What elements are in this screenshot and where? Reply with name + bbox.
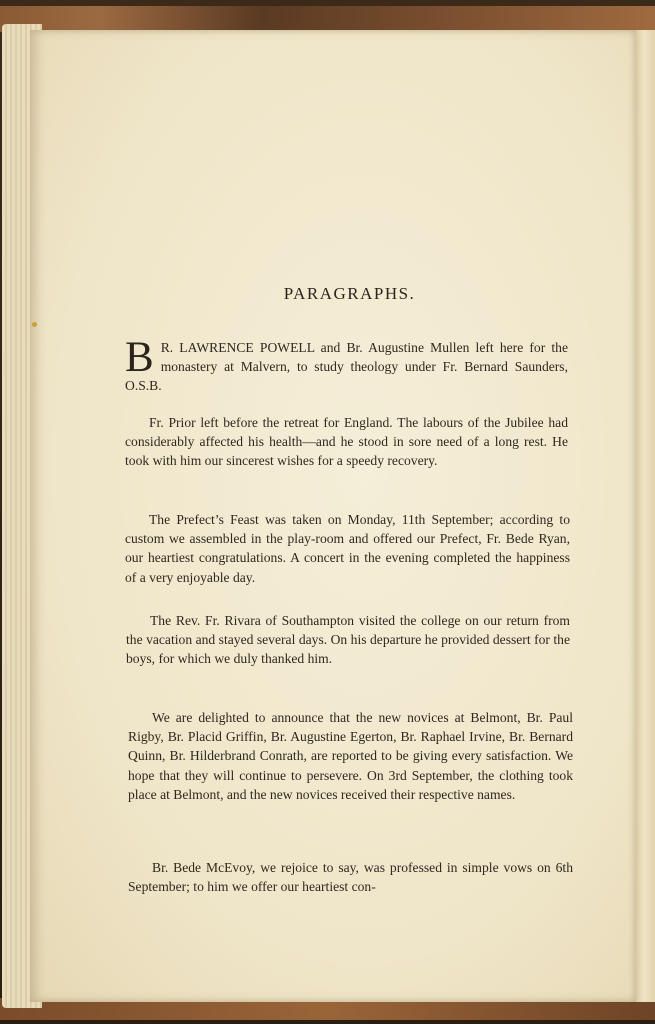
page-title: PARAGRAPHS. [283, 284, 416, 303]
paragraph-2: Fr. Prior left before the retreat for England. The labours of the Jubilee had considerably affected his health—and he stood in sore need of a long rest. He took with him our sincerest wishes for a speedy recovery. [125, 415, 568, 469]
paragraph-5: We are delighted to announce that the new novices at Belmont, Br. Paul Rigby, Br. Placid Griffin, Br. Augustine Egerton, Br. Raphael Irvine, Br. Bernard Quinn, Br. Hilderbrand Conrath, are reported to be giving every satisfaction. We hope that they will continue to persevere. On 3rd September, the clothing took place at Belmont, and the new novices received their respective names. [128, 710, 573, 802]
page-right-edge [636, 30, 655, 1002]
paragraph-4: The Rev. Fr. Rivara of Southampton visited the college on our return from the vacation and stayed several days. On his departure he provided dessert for the boys, for which we duly thanked him. [126, 613, 570, 667]
drop-cap: B [125, 334, 154, 381]
paragraph-1 [125, 334, 568, 396]
paragraph-3: The Prefect’s Feast was taken on Monday, 11th September; according to custom we assembled in the play-room and offered our Prefect, Fr. Bede Ryan, our heartiest congratulations. A concert in the evening completed the happiness of a very enjoyable day. [125, 512, 570, 585]
cover-edge-top [0, 6, 655, 32]
paragraph-6: Br. Bede McEvoy, we rejoice to say, was professed in simple vows on 6th September; to him we offer our heartiest con- [128, 860, 573, 895]
paragraph-1-text: R. LAWRENCE POWELL and Br. Augustine Mullen left here for the monastery at Malvern, to study theology under Fr. Bernard Saunders, O.S.B. [125, 340, 568, 394]
page-mark [32, 322, 37, 327]
